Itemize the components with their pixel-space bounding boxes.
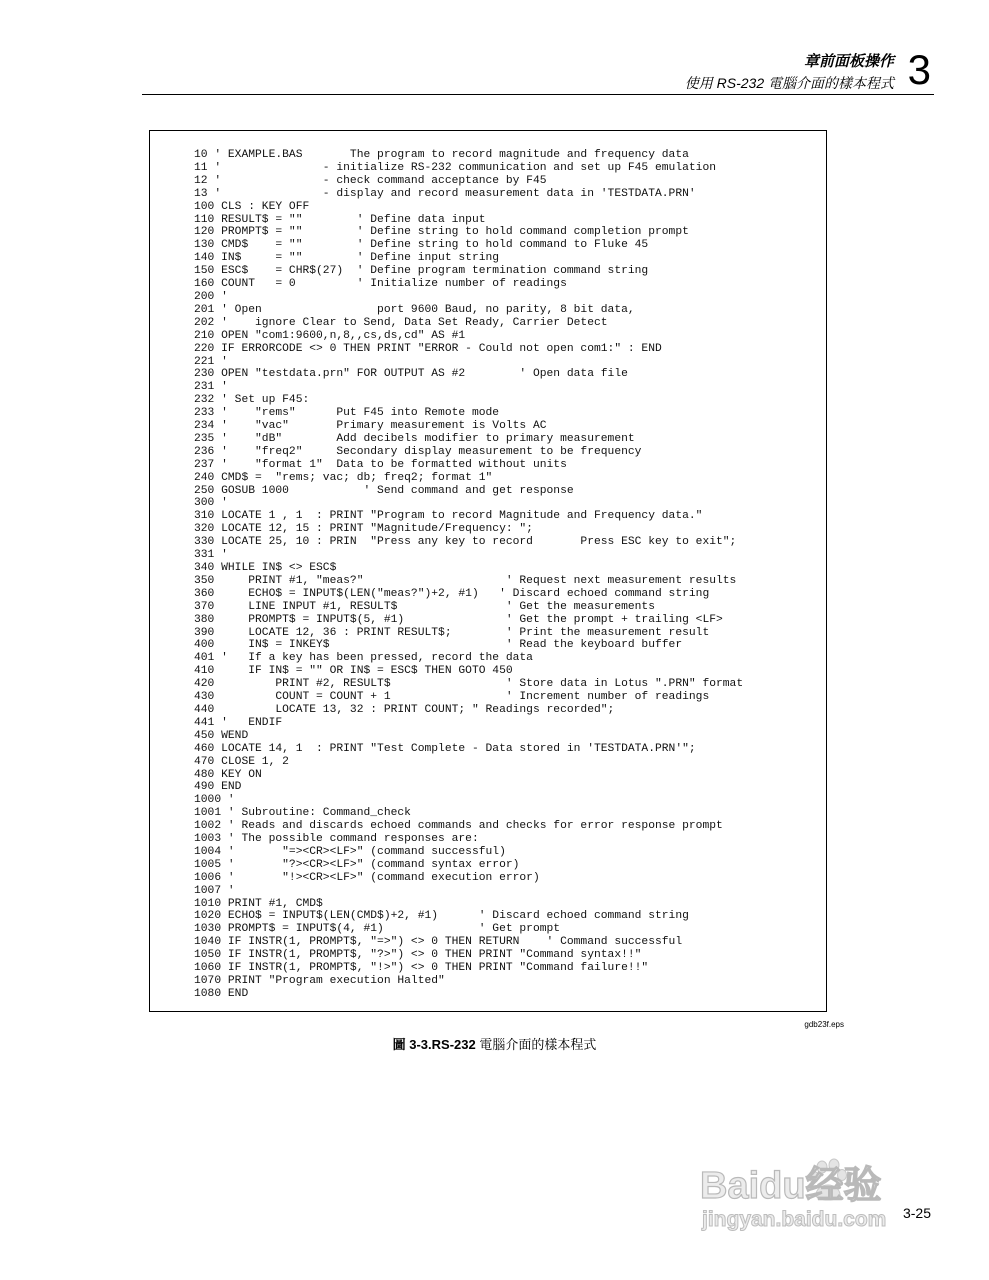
code-line: 350 PRINT #1, "meas?" ' Request next measurement results	[194, 574, 737, 587]
code-line: 340 WHILE IN$ <> ESC$	[194, 562, 337, 574]
code-line: 1002 ' Reads and discards echoed commands and checks for error response prompt	[194, 820, 723, 833]
code-listing-figure	[149, 130, 827, 1012]
code-line: 237 ' "format 1" Data to be formatted without units	[194, 458, 567, 471]
code-line: 380 PROMPT$ = INPUT$(5, #1) ' Get the prompt + trailing <LF>	[194, 613, 723, 626]
code-listing	[194, 149, 743, 1001]
code-line: 1005 ' "?><CR><LF>" (command syntax error)	[194, 858, 520, 871]
code-line: 150 ESC$ = CHR$(27) ' Define program termination command string	[194, 265, 649, 278]
code-line: 11 ' - initialize RS-232 communication and set up F45 emulation	[194, 161, 717, 174]
code-line: 430 COUNT = COUNT + 1 ' Increment number of readings	[194, 691, 710, 704]
code-line: 160 COUNT = 0 ' Initialize number of readings	[194, 278, 567, 291]
code-line: 1070 PRINT "Program execution Halted"	[194, 975, 445, 987]
chapter-subtitle: 使用 RS-232 電腦介面的樣本程式	[684, 75, 894, 91]
code-line: 1060 IF INSTR(1, PROMPT$, "!>") <> 0 THEN PRINT "Command failure!!"	[194, 962, 649, 975]
code-line: 235 ' "dB" Add decibels modifier to primary measurement	[194, 432, 635, 445]
code-line: 10 ' EXAMPLE.BAS The program to record magnitude and frequency data	[194, 149, 689, 161]
code-line: 230 OPEN "testdata.prn" FOR OUTPUT AS #2 ' Open data file	[194, 368, 628, 381]
code-line: 480 KEY ON	[194, 768, 262, 781]
code-line: 1030 PROMPT$ = INPUT$(4, #1) ' Get prompt	[194, 923, 561, 936]
code-line: 441 ' ENDIF	[194, 716, 283, 729]
figure-caption	[0, 1034, 989, 1053]
code-line: 310 LOCATE 1 , 1 : PRINT "Program to record Magnitude and Frequency data."	[194, 510, 703, 523]
code-line: 12 ' - check command acceptance by F45	[194, 174, 547, 187]
code-line: 450 WEND	[194, 729, 249, 742]
code-line: 1006 ' "!><CR><LF>" (command execution error)	[194, 871, 540, 884]
code-line: 100 CLS : KEY OFF	[194, 200, 310, 213]
baidu-watermark-logo	[698, 1158, 928, 1232]
code-line: 231 '	[194, 381, 228, 394]
code-line: 1003 ' The possible command responses are:	[194, 833, 479, 846]
code-line: 400 IN$ = INKEY$ ' Read the keyboard buffer	[194, 639, 683, 652]
code-line: 201 ' Open port 9600 Baud, no parity, 8 bit data,	[194, 303, 635, 316]
code-line: 130 CMD$ = "" ' Define string to hold command to Fluke 45	[194, 239, 649, 252]
code-line: 200 '	[194, 290, 228, 303]
code-line: 236 ' "freq2" Secondary display measurement to be frequency	[194, 445, 642, 458]
code-line: 1010 PRINT #1, CMD$	[194, 897, 323, 910]
code-line: 490 END	[194, 781, 242, 794]
code-line: 202 ' ignore Clear to Send, Data Set Ready, Carrier Detect	[194, 316, 608, 329]
header-rule	[142, 94, 934, 95]
code-line: 234 ' "vac" Primary measurement is Volts AC	[194, 420, 547, 433]
code-line: 13 ' - display and record measurement data in 'TESTDATA.PRN'	[194, 187, 696, 200]
code-line: 330 LOCATE 25, 10 : PRIN "Press any key to record Press ESC key to exit";	[194, 536, 737, 549]
code-line: 240 CMD$ = "rems; vac; db; freq2; format 1"	[194, 471, 493, 484]
code-line: 331 '	[194, 549, 228, 562]
code-line: 233 ' "rems" Put F45 into Remote mode	[194, 407, 500, 420]
chapter-number: 3	[907, 46, 931, 93]
code-line: 420 PRINT #2, RESULT$ ' Store data in Lotus ".PRN" format	[194, 678, 744, 691]
code-line: 370 LINE INPUT #1, RESULT$ ' Get the measurements	[194, 600, 655, 613]
code-line: 470 CLOSE 1, 2	[194, 755, 289, 768]
code-line: 221 '	[194, 355, 228, 368]
code-line: 460 LOCATE 14, 1 : PRINT "Test Complete - Data stored in 'TESTDATA.PRN'";	[194, 742, 696, 755]
code-line: 401 ' If a key has been pressed, record the data	[194, 652, 533, 665]
code-line: 390 LOCATE 12, 36 : PRINT RESULT$; ' Print the measurement result	[194, 626, 710, 639]
code-line: 210 OPEN "com1:9600,n,8,,cs,ds,cd" AS #1	[194, 329, 466, 342]
watermark-url-text: jingyan.baidu.com	[702, 1208, 887, 1231]
code-line: 360 ECHO$ = INPUT$(LEN("meas?")+2, #1) ' Discard echoed command string	[194, 587, 710, 600]
figure-caption-text: 電腦介面的樣本程式	[475, 1037, 597, 1052]
code-line: 1004 ' "=><CR><LF>" (command successful)	[194, 845, 506, 858]
code-line: 1050 IF INSTR(1, PROMPT$, "?>") <> 0 THEN PRINT "Command syntax!!"	[194, 949, 642, 962]
chapter-title: 章前面板操作	[803, 53, 894, 70]
code-line: 1001 ' Subroutine: Command_check	[194, 807, 411, 820]
code-line: 120 PROMPT$ = "" ' Define string to hold command completion prompt	[194, 226, 689, 239]
code-line: 140 IN$ = "" ' Define input string	[194, 252, 500, 265]
code-line: 320 LOCATE 12, 15 : PRINT "Magnitude/Frequency: ";	[194, 523, 533, 536]
page-number: 3-25	[902, 1205, 931, 1221]
figure-file-tag: gdb23f.eps	[804, 1020, 844, 1029]
code-line: 1040 IF INSTR(1, PROMPT$, "=>") <> 0 THEN RETURN ' Command successful	[194, 936, 683, 949]
code-line: 1007 '	[194, 884, 235, 897]
watermark-brand-text: Baidu经验	[700, 1165, 882, 1207]
code-line: 250 GOSUB 1000 ' Send command and get response	[194, 484, 574, 497]
code-line: 232 ' Set up F45:	[194, 394, 310, 407]
code-line: 1080 END	[194, 987, 249, 1000]
code-line: 410 IF IN$ = "" OR IN$ = ESC$ THEN GOTO 450	[194, 665, 513, 678]
code-line: 110 RESULT$ = "" ' Define data input	[194, 213, 486, 226]
code-line: 220 IF ERRORCODE <> 0 THEN PRINT "ERROR - Could not open com1:" : END	[194, 342, 662, 355]
code-line: 1020 ECHO$ = INPUT$(LEN(CMD$)+2, #1) ' Discard echoed command string	[194, 910, 689, 923]
code-line: 1000 '	[194, 794, 235, 807]
figure-caption-label: 圖 3-3.RS-232	[392, 1037, 476, 1052]
code-line: 300 '	[194, 497, 228, 510]
code-line: 440 LOCATE 13, 32 : PRINT COUNT; " Readings recorded";	[194, 703, 615, 716]
